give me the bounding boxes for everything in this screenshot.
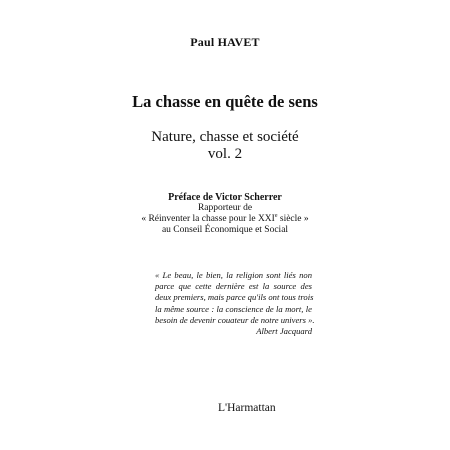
quote-attribution: Albert Jacquard (256, 326, 312, 337)
book-title: La chasse en quête de sens (132, 92, 318, 111)
preface-line: Rapporteur de (197, 203, 253, 213)
preface-heading: Préface de Victor Scherrer (168, 192, 282, 203)
superscript: e (274, 212, 278, 219)
preface-text: siècle » (277, 214, 309, 224)
epigraph-quote (155, 270, 315, 337)
quote-line: besoin de devenir couateur de notre univers ». (155, 314, 315, 325)
preface-line (0, 214, 450, 225)
quote-line: la même source : la conscience de la mort, le (155, 303, 312, 314)
quote-line: « Le beau, le bien, la religion sont liés non (155, 270, 312, 280)
preface-block (0, 192, 450, 236)
volume-number: vol. 2 (207, 146, 243, 162)
quote-line: parce que cette dernière est la source des (155, 281, 312, 292)
quote-line: deux premiers, mais parce qu'ils ont tous trois (155, 292, 314, 303)
author-name: Paul HAVET (190, 35, 260, 49)
publisher-name: L'Harmattan (218, 402, 276, 414)
preface-line: au Conseil Économique et Social (161, 225, 289, 235)
subtitle-line: Nature, chasse et société (151, 129, 299, 145)
preface-text: « Réinventer la chasse pour le XXI (141, 214, 275, 224)
book-subtitle (0, 129, 450, 163)
